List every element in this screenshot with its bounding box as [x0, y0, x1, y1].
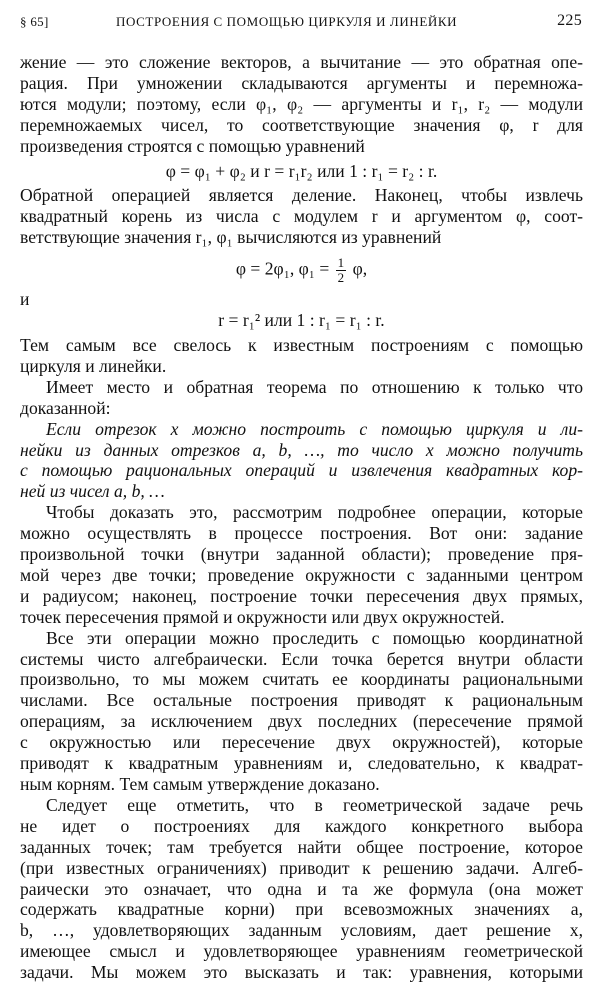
text-line: операциям, за исключением двух последних (пересечение прямой — [20, 711, 583, 732]
text-line: Следует еще отметить, что в геометрической задаче речь — [46, 794, 583, 815]
section-mark: § 65] — [20, 14, 49, 29]
text-line: b, …, удовлетворяющих заданным условиям, дает решение x, — [20, 920, 583, 941]
text-line: можно осуществлять в процессе построения. Вот они: задание — [20, 523, 583, 544]
text-line: (при известных ограничениях) приводит к решению задачи. Алгеб- — [20, 857, 583, 878]
text-line: квадратный корень из числа с модулем r и аргументом φ, соот- — [20, 206, 583, 227]
paragraph-4 — [20, 377, 583, 419]
text-line: ветствующие значения r₁, φ₁ вычисляются из уравнений — [20, 227, 442, 248]
text-line: содержать квадратные корни) при всевозможных значениях a, — [20, 899, 583, 920]
text-line: мой через две точки; проведение окружности с заданными центром — [20, 564, 583, 585]
text-line: Обратной операцией является деление. Наконец, чтобы извлечь — [20, 185, 583, 206]
text-line: не идет о построениях для каждого конкретного выбора — [20, 815, 583, 836]
page-body — [20, 52, 583, 983]
paragraph-remark — [20, 795, 583, 983]
paragraph-3 — [20, 335, 583, 377]
conjunction-and: и — [20, 289, 30, 310]
formula-product: φ = φ₁ + φ₂ и r = r₁r₂ или 1 : r₁ = r₂ : r. — [165, 160, 438, 181]
text-line: Чтобы доказать это, рассмотрим подробнее операции, которые — [46, 502, 583, 523]
text-line: заданных точек; там требуется найти общее построение, которое — [20, 836, 583, 857]
paragraph-proof — [20, 502, 583, 627]
text-line: ней из чисел a, b, … — [20, 481, 165, 502]
text-line: задачи. Мы можем это высказать и так: уравнения, которыми — [20, 962, 583, 983]
paragraph-2 — [20, 185, 583, 248]
text-line: произведения строятся с помощью уравнений — [20, 135, 365, 156]
paragraph-1 — [20, 52, 583, 157]
text-line: системы чисто алгебраически. Если точка берется внутри области — [20, 648, 583, 669]
fraction-one-half — [336, 256, 347, 285]
text-line: Если отрезок x можно построить с помощью циркуля и ли- — [46, 418, 583, 439]
text-line: рация. При умножении складываются аргументы и перемножа- — [20, 72, 583, 93]
text-line: нейки из данных отрезков a, b, …, то число x можно получить — [20, 439, 583, 460]
text-line: раически это означает, что одна и та же формула (она может — [20, 878, 583, 899]
text-line: с окружностью или пересечение двух окружностей), которые — [20, 732, 583, 753]
running-title: ПОСТРОЕНИЯ С ПОМОЩЬЮ ЦИРКУЛЯ И ЛИНЕЙКИ — [116, 14, 458, 29]
text-line: произвольно, то мы можем считать ее координаты рациональными — [20, 669, 583, 690]
text-line: перемножаемых чисел, то соответствующие значения φ, r для — [20, 114, 583, 135]
fraction-denominator: 2 — [337, 270, 345, 286]
text-line: приводят к квадратным уравнениям и, следовательно, к квадрат- — [20, 753, 583, 774]
text-line: Имеет место и обратная теорема по отношению к только что — [46, 376, 583, 397]
text-line: циркуля и линейки. — [20, 355, 167, 376]
formula-part: φ = 2φ₁, φ₁ = — [235, 258, 330, 279]
page-number: 225 — [557, 12, 582, 29]
paragraph-algebraic — [20, 628, 583, 795]
formula-root-modulus: r = r₁² или 1 : r₁ = r₁ : r. — [218, 310, 385, 331]
formula-root-argument — [20, 248, 583, 289]
text-line: Все эти операции можно проследить с помощью координатной — [46, 627, 583, 648]
text-line: с помощью рациональных операций и извлечения квадратных кор- — [20, 460, 583, 481]
fraction-numerator: 1 — [337, 255, 345, 271]
text-line: Тем самым все свелось к известным построениям с помощью — [20, 334, 583, 355]
theorem-statement — [20, 419, 583, 503]
text-line: произвольной точки (внутри заданной области); проведение пря- — [20, 544, 583, 565]
text-line: ным корням. Тем самым утверждение доказано. — [20, 774, 380, 794]
text-line: числами. Все остальные построения приводят к рациональным — [20, 690, 583, 711]
text-line: точек пересечения прямой и окружности или двух окружностей. — [20, 606, 505, 627]
text-line: и радиусом; наконец, построение точки пересечения двух прямых, — [20, 585, 583, 606]
text-line: ются модули; поэтому, если φ₁, φ₂ — аргументы и r₁, r₂ — модули — [20, 93, 583, 114]
formula-part: φ, — [352, 258, 368, 279]
text-line: жение — это сложение векторов, а вычитание — это обратная опе- — [20, 52, 583, 72]
running-header — [20, 10, 582, 34]
text-line: доказанной: — [20, 397, 111, 418]
text-line: имеющее смысл и удовлетворяющее уравнениям геометрической — [20, 941, 583, 962]
